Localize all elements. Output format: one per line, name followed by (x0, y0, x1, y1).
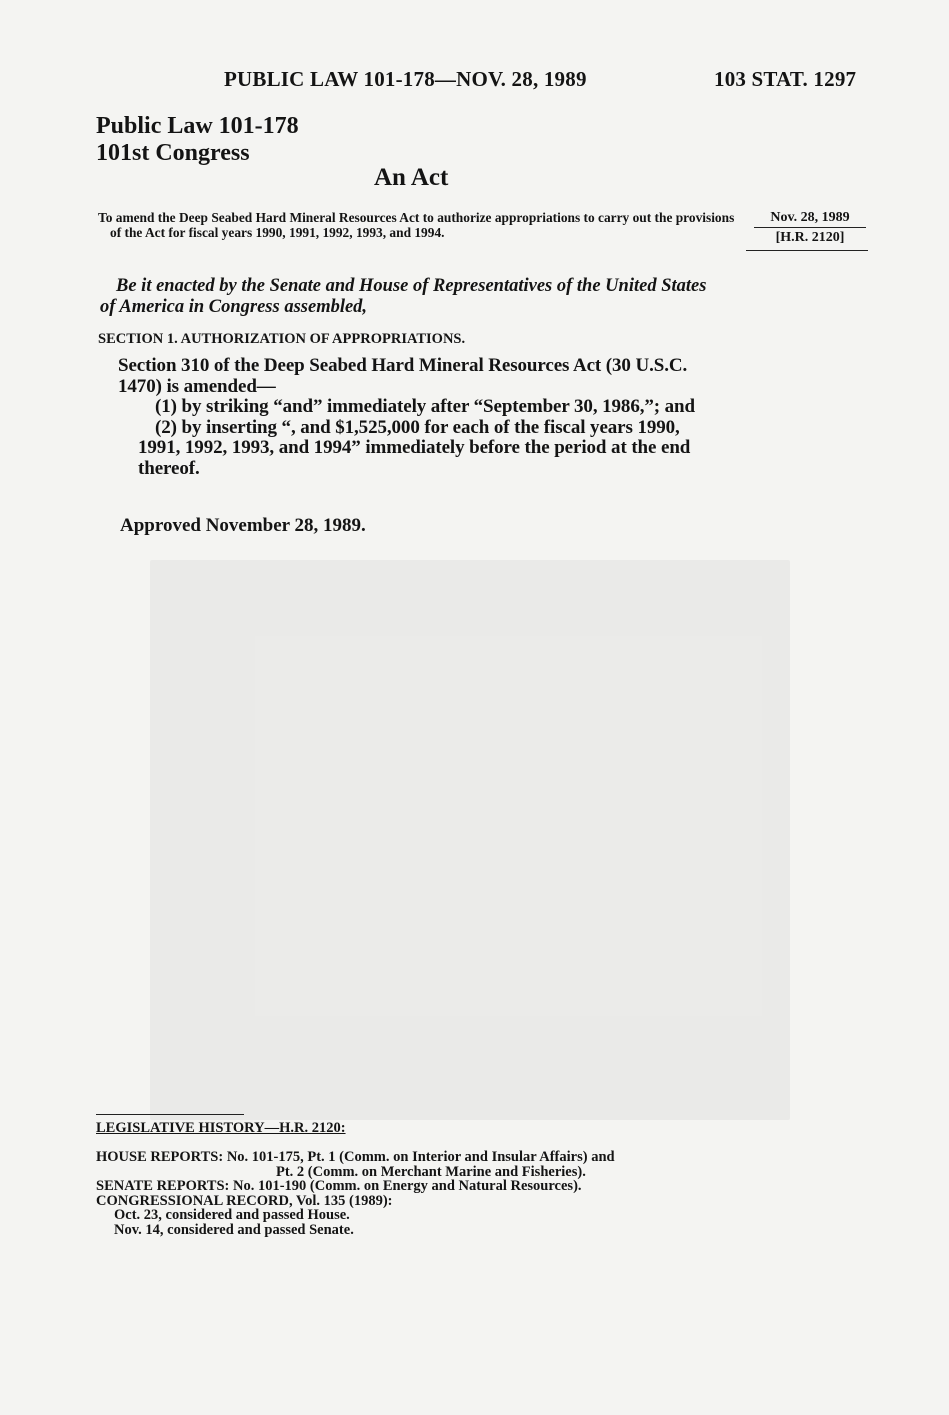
congressional-record: CONGRESSIONAL RECORD, Vol. 135 (1989): (96, 1192, 393, 1209)
margin-bill-number: [H.R. 2120] (775, 230, 845, 245)
senate-reports: SENATE REPORTS: No. 101-190 (Comm. on Energy and Natural Resources). (96, 1178, 582, 1194)
margin-divider (754, 227, 866, 228)
amendment-item: (2) by inserting “, and $1,525,000 for each of the fiscal years 1990, 1991, 1992, 1993, and 1994” immediately before the period at the end thereof. (138, 416, 691, 479)
section-heading: SECTION 1. AUTHORIZATION OF APPROPRIATIONS. (98, 331, 466, 347)
house-reports: HOUSE REPORTS: No. 101-175, Pt. 1 (Comm. on Interior and Insular Affairs) and (96, 1149, 615, 1165)
margin-date: Nov. 28, 1989 (770, 210, 850, 225)
section-body (118, 356, 724, 479)
congress-number: 101st Congress (96, 140, 250, 166)
bleed-through-block (150, 560, 790, 1120)
margin-note (754, 210, 866, 246)
history-divider (96, 1114, 244, 1115)
section-intro: Section 310 of the Deep Seabed Hard Mineral Resources Act (30 U.S.C. 1470) is amended— (118, 355, 688, 397)
legislative-history-heading: LEGISLATIVE HISTORY—H.R. 2120: (96, 1120, 346, 1136)
purpose-statement: To amend the Deep Seabed Hard Mineral Resources Act to authorize appropriations to carry out the provisions of the Act for fiscal years 1990, 1991, 1992, 1993, and 1994. (98, 210, 735, 240)
margin-underline (746, 250, 868, 251)
record-entry: Oct. 23, considered and passed House. (114, 1207, 350, 1223)
house-reports-continued: Pt. 2 (Comm. on Merchant Marine and Fisheries). (276, 1163, 586, 1180)
act-heading: An Act (374, 164, 449, 191)
public-law-number: Public Law 101-178 (96, 113, 299, 139)
running-head-page: 103 STAT. 1297 (714, 67, 857, 91)
amendment-item: (1) by striking “and” immediately after “September 30, 1986,”; and (155, 396, 695, 417)
record-entry: Nov. 14, considered and passed Senate. (114, 1221, 354, 1238)
running-head-title: PUBLIC LAW 101-178—NOV. 28, 1989 (224, 67, 587, 91)
enacting-clause: Be it enacted by the Senate and House of Representatives of the United States of America in Congress assembled, (100, 276, 707, 317)
legislative-history (96, 1150, 736, 1237)
approval-date: Approved November 28, 1989. (120, 515, 366, 536)
